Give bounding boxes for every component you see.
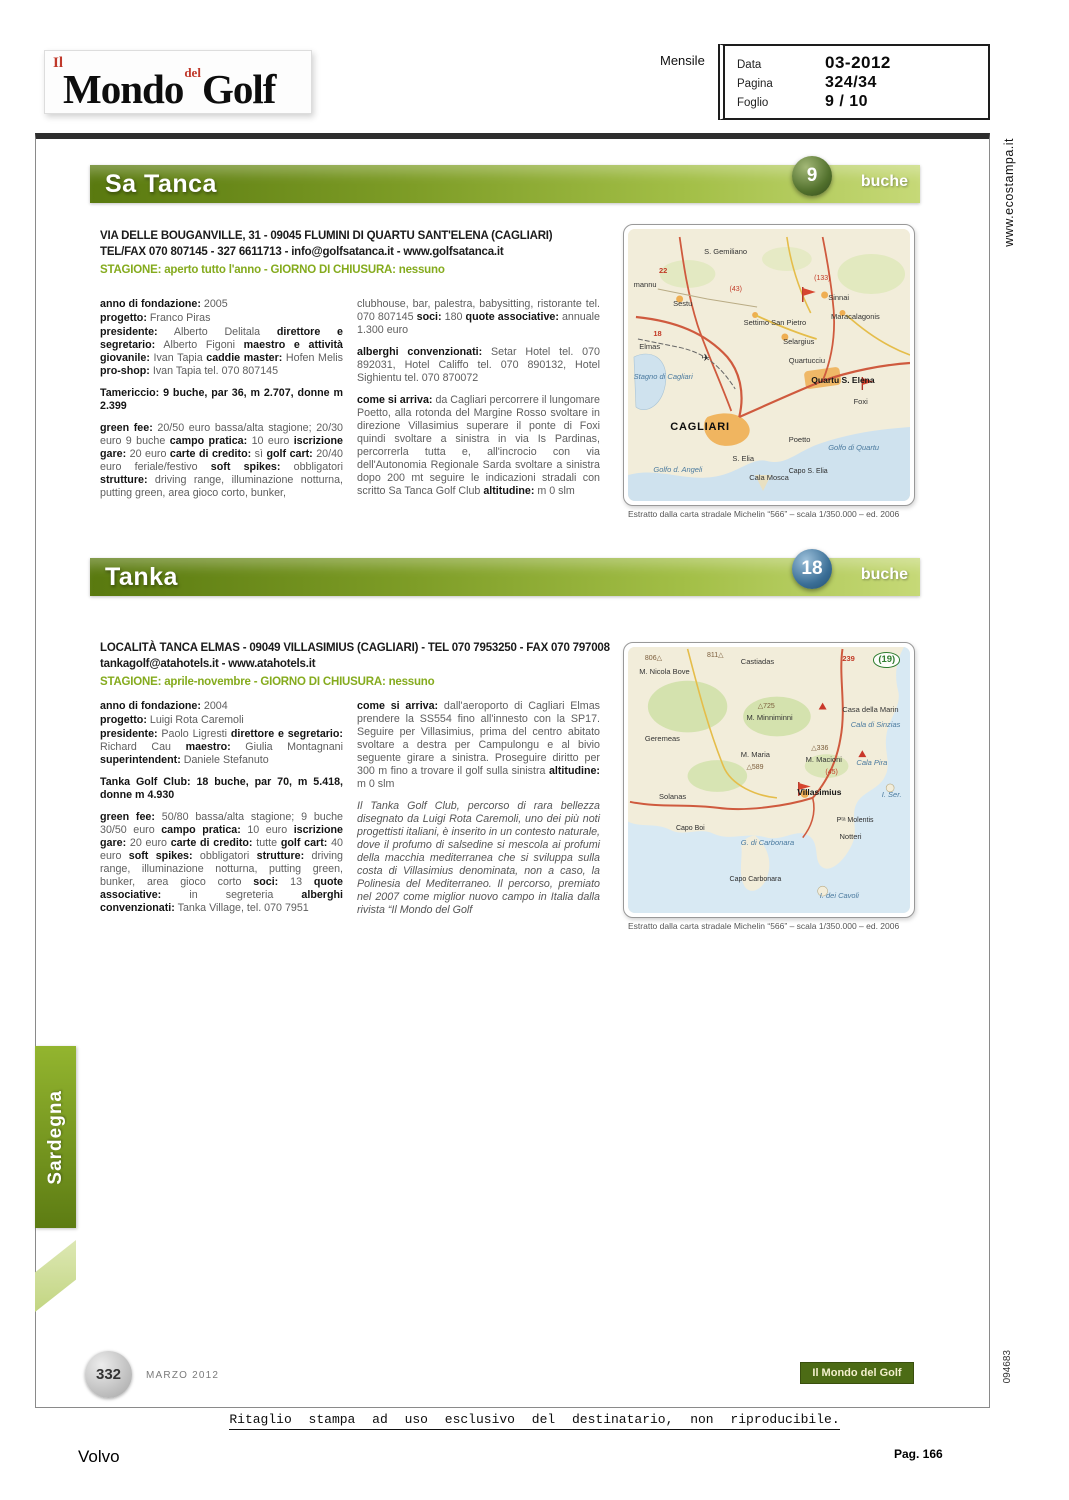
paragraph: alberghi convenzionati: Setar Hotel tel. 070 892031, Hotel Califfo tel. 070 890132, Hotel Sighientu tel. 070 870072 <box>357 346 601 384</box>
map-label: I. dei Cavoli <box>819 890 859 900</box>
map-label: Capo Boi <box>675 825 705 833</box>
disclaimer-text: Ritaglio stampa ad uso esclusivo del destinatario, non riproducibile. <box>229 1412 839 1430</box>
map-label: M. Maria <box>740 749 770 759</box>
club-season: STAGIONE: aprile-novembre - GIORNO DI CHIUSURA: nessuno <box>100 676 435 688</box>
map-label: Cala Mosca <box>749 472 789 482</box>
club-season: STAGIONE: aperto tutto l'anno - GIORNO DI CHIUSURA: nessuno <box>100 264 445 276</box>
paragraph: come si arriva: dall'aeroporto di Cagliari Elmas prendere la SS554 fino all'innesto con la SP17. Seguire per Villasimius, prima del centro abitato svoltare a destra per Campulongu e al bivio seguente girare a sinistra. Proseguire diritto per 300 m fino a trovare il golf sulla sinistra altitudine: m 0 slm <box>357 700 600 790</box>
map-label: (19) <box>873 652 900 668</box>
paragraph: anno di fondazione: 2005 <box>100 298 228 310</box>
paragraph: come si arriva: da Cagliari percorrere il lungomare Poetto, alla rotonda del Margine Rosso svoltare in direzione Villasimius superare il ponte di Foxi quindi svoltare a sinistra in via Is Pardinas, percorrerla tutta e, all'incrocio con via dell'Autonomia Regionale Sarda svoltare a sinistra dopo 200 mt seguire le indicazioni stradali con scritto Sa Tanca Golf Club altitudine: m 0 slm <box>357 394 601 497</box>
paragraph: green fee: 50/80 bassa/alta stagione; 9 buche 30/50 euro campo pratica: 10 euro iscrizione gare: 20 euro carte di credito: tutte golf cart: 40 euro soft spikes: obbligatori strutture: driving range, illuminazione notturna, putting green, bunker, area gioco corto soci: 13 quote associative: in segreteria alberghi convenzionati: Tanka Village, tel. 070 7951 <box>100 811 344 914</box>
logo-golf: Golf <box>201 66 276 113</box>
logo-del: del <box>184 65 201 80</box>
data-value: 03-2012 <box>825 53 891 72</box>
clipping-code: 094683 <box>1002 1350 1013 1384</box>
pagina-value: 324/34 <box>825 74 877 91</box>
map-label: Pᵗᵃ Molentis <box>836 817 874 825</box>
section-title: Sa Tanca <box>105 169 217 198</box>
map-label: Capo S. Elia <box>788 468 828 476</box>
map-drawing <box>628 647 910 913</box>
club-contact-block <box>100 640 625 688</box>
map-frame <box>623 642 915 918</box>
map-label: M. Macioni <box>805 755 842 765</box>
map-label: Golfo di Quartu <box>828 442 880 452</box>
section-title: Tanka <box>105 562 178 591</box>
road-map-cagliari <box>628 229 910 501</box>
paragraph: progetto: Luigi Rota Caremoli <box>100 714 244 726</box>
map-label: Elmas <box>639 342 661 352</box>
paragraph: Tamericcio: 9 buche, par 36, m 2.707, donne m 2.399 <box>100 387 343 412</box>
map-label: Quartu S. Elena <box>811 374 875 385</box>
foglio-value: 9 / 10 <box>825 93 869 110</box>
info-column-left <box>100 700 343 916</box>
map-label: M. Minniminni <box>746 712 793 722</box>
map-label: mannu <box>633 279 657 289</box>
holes-label: buche <box>860 566 908 583</box>
holes-label: buche <box>860 173 908 190</box>
map-label: Cala Pira <box>856 757 888 767</box>
club-phone-web: TEL/FAX 070 807145 - 327 6611713 - info@golfsatanca.it - www.golfsatanca.it <box>100 246 504 258</box>
press-clipping-meta-box <box>718 44 990 120</box>
region-tab-sardegna <box>35 1046 76 1228</box>
paragraph: green fee: 20/50 euro bassa/alta stagione; 20/30 euro 9 buche campo pratica: 10 euro iscrizione gare: 20 euro carte di credito: sì golf cart: 20/40 euro feriale/festivo soft spikes: obbligatori strutture: driving range, illuminazione notturna, putting green, area gioco corto, bunker, <box>100 422 343 499</box>
map-label: Solanas <box>659 792 687 802</box>
map-label: ✈ <box>701 353 710 365</box>
map-label: Geremeas <box>644 733 680 743</box>
data-label: Data <box>737 59 762 71</box>
info-column-left <box>100 298 343 501</box>
map-label: Golfo d. Angeli <box>653 464 703 474</box>
advertiser-name: Volvo <box>78 1447 120 1466</box>
club-address: VIA DELLE BOUGANVILLE, 31 - 09045 FLUMINI DI QUARTU SANT'ELENA (CAGLIARI) <box>100 230 553 242</box>
reproduction-disclaimer <box>0 1412 1069 1427</box>
paragraph: Il Tanka Golf Club, percorso di rara bellezza disegnato da Luigi Rota Caremoli, uno dei più noti progettisti italiani, è inserito in un contesto naturale, dove il profumo di salsedine si mescola ai profumi della macchia mediterranea che si sviluppa sulla costa di Villasimius denominata, non a caso, la Polinesia del Mediterraneo. Il percorso, premiato nel 2007 come miglior nuovo campo in Italia dalla rivista “Il Mondo del Golf <box>357 800 600 916</box>
logo-mondo: Mondo <box>63 66 184 113</box>
map-label: Stagno di Cagliari <box>633 372 693 382</box>
map-label: 239 <box>842 653 855 663</box>
issue-date: MARZO 2012 <box>146 1370 220 1381</box>
map-label: Selargius <box>783 336 815 346</box>
paragraph: progetto: Franco Piras <box>100 312 211 324</box>
map-label: (133) <box>814 275 831 283</box>
map-label: I. Ser. <box>881 789 902 799</box>
map-block-villasimius <box>623 642 915 931</box>
map-label: S. Elia <box>732 453 755 463</box>
map-caption: Estratto dalla carta stradale Michelin “566” – scala 1/350.000 – ed. 2006 <box>628 509 900 519</box>
map-label: G. di Carbonara <box>740 837 795 847</box>
meta-row-foglio <box>737 93 976 111</box>
map-label: Settimo San Pietro <box>743 317 807 327</box>
map-label: Foxi <box>853 396 868 406</box>
map-label: M. Nicola Bove <box>639 667 690 677</box>
paragraph: anno di fondazione: 2004 <box>100 700 228 712</box>
paragraph: Tanka Golf Club: 18 buche, par 70, m 5.418, donne m 4.930 <box>100 776 343 801</box>
issue-page-badge: 332 <box>85 1351 132 1398</box>
map-frame <box>623 224 915 506</box>
road-map-villasimius <box>628 647 910 913</box>
meta-row-data <box>737 53 976 73</box>
map-label: CAGLIARI <box>670 421 730 434</box>
logo-il: Il <box>53 55 64 71</box>
meta-row-pagina <box>737 74 976 92</box>
map-label: △725 <box>757 702 775 710</box>
map-label: Poetto <box>788 434 811 444</box>
paragraph: presidente: Paolo Ligresti direttore e segretario: Richard Cau maestro: Giulia Montagnani superintendent: Daniele Stefanuto <box>100 728 343 766</box>
region-name: Sardegna <box>44 1089 66 1185</box>
map-label: 806△ <box>644 654 662 662</box>
report-page-ref: Pag. 166 <box>894 1447 943 1461</box>
map-label: Sinnai <box>828 293 850 303</box>
map-label: 811△ <box>706 652 724 660</box>
map-label: Capo Carbonara <box>729 875 782 883</box>
map-block-cagliari <box>623 224 915 519</box>
map-label: Casa della Marin <box>842 704 899 714</box>
map-label: Maracalagonis <box>831 312 880 322</box>
map-label: Cala di Sinzias <box>850 720 901 730</box>
map-drawing <box>628 229 910 501</box>
club-contact-block <box>100 228 625 276</box>
holes-badge: 9 <box>792 156 832 196</box>
section-banner-sa-tanca <box>90 165 920 203</box>
map-label: △589 <box>746 764 764 772</box>
map-label: (45) <box>825 769 838 777</box>
map-label: Villasimius <box>797 786 842 797</box>
paragraph: clubhouse, bar, palestra, babysitting, ristorante tel. 070 807145 soci: 180 quote associative: annuale 1.300 euro <box>357 298 600 336</box>
paragraph: presidente: Alberto Delitala direttore e segretario: Alberto Figoni maestro e attività giovanile: Ivan Tapia caddie master: Hofen Melis pro-shop: Ivan Tapia tel. 070 807145 <box>100 326 343 377</box>
pagina-label: Pagina <box>737 78 773 90</box>
club-phone-web: tankagolf@atahotels.it - www.atahotels.it <box>100 658 316 670</box>
map-caption: Estratto dalla carta stradale Michelin “566” – scala 1/350.000 – ed. 2006 <box>628 921 900 931</box>
map-label: Sestu <box>673 298 693 308</box>
magazine-brand-box: Il Mondo del Golf <box>800 1362 914 1384</box>
foglio-label: Foglio <box>737 97 769 109</box>
map-label: Notteri <box>839 832 862 842</box>
map-label: 18 <box>653 328 662 338</box>
frequency-label: Mensile <box>660 53 705 68</box>
info-column-right <box>357 298 600 499</box>
map-label: 22 <box>659 266 668 276</box>
holes-badge: 18 <box>792 549 832 589</box>
magazine-logo <box>44 50 312 114</box>
section-banner-tanka <box>90 558 920 596</box>
club-address: LOCALITÀ TANCA ELMAS - 09049 VILLASIMIUS (CAGLIARI) - TEL 070 7953250 - FAX 070 797008 <box>100 642 610 654</box>
map-label: (43) <box>729 286 742 294</box>
map-label: S. Gemiliano <box>704 247 748 257</box>
ecostampa-watermark: www.ecostampa.it <box>1002 138 1016 247</box>
map-label: Quartucciu <box>788 355 826 365</box>
map-label: Castiadas <box>740 656 775 666</box>
map-label: △336 <box>811 745 829 753</box>
info-column-right <box>357 700 600 918</box>
